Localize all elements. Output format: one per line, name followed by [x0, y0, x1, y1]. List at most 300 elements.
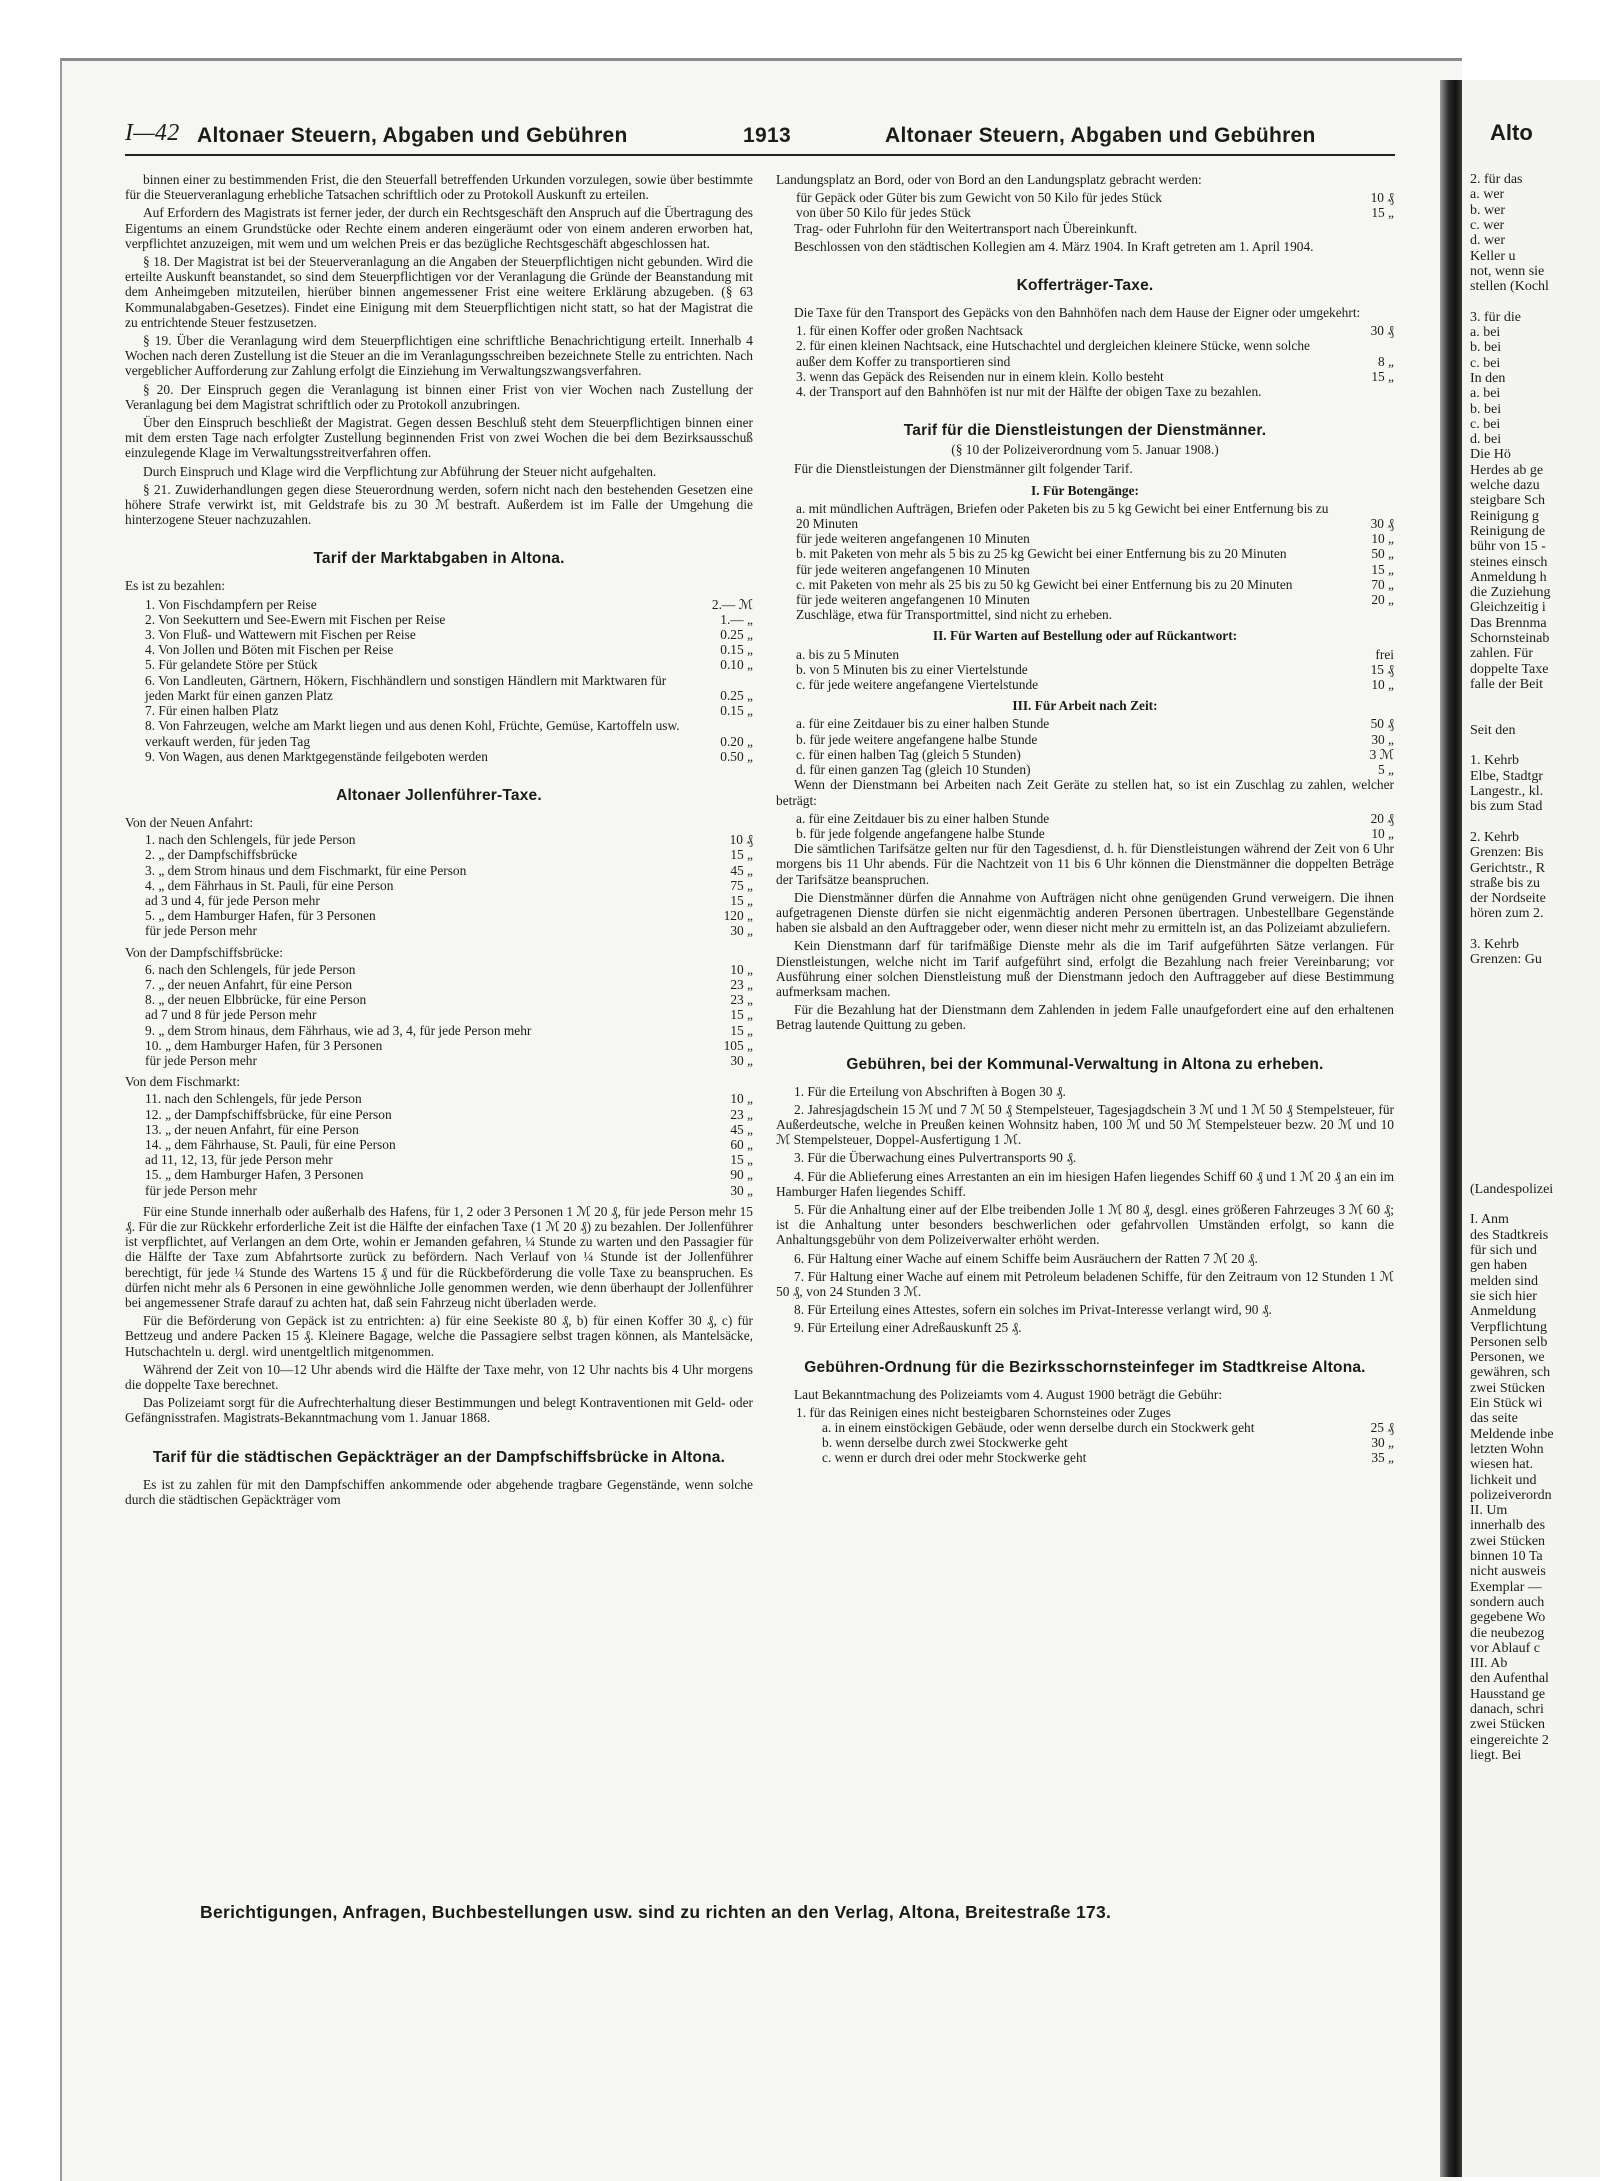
jollen-group-label: Von der Neuen Anfahrt: — [125, 814, 254, 830]
paragraph: § 20. Der Einspruch gegen die Veranlagung ist binnen einer Frist von vier Wochen nach Zustellung der Veranlagung bei dem Magistrat schriftlich oder zu Protokoll anzubringen. — [125, 381, 753, 412]
adjacent-page-line: Langestr., kl. — [1470, 784, 1544, 799]
adjacent-page-line: lichkeit und — [1470, 1472, 1537, 1488]
tariff-row — [145, 992, 753, 1007]
adjacent-page-line: Anmeldung h — [1470, 569, 1547, 585]
tariff-value: 45 „ — [730, 862, 753, 878]
tariff-row — [145, 1183, 753, 1198]
tariff-row — [145, 1107, 753, 1122]
tariff-value: 15 ₰ — [1370, 661, 1394, 677]
tariff-row — [145, 1053, 753, 1068]
adjacent-page-line: c. bei — [1470, 416, 1501, 432]
adjacent-page-line: d. wer — [1470, 233, 1505, 249]
adjacent-page-line: vor Ablauf c — [1470, 1640, 1540, 1656]
tariff-row — [822, 1435, 1394, 1450]
tariff-value: 0.25 „ — [720, 687, 753, 703]
tariff-text: 3. wenn das Gepäck des Reisenden nur in einem klein. Kollo besteht — [796, 368, 1164, 384]
jollen-title: Altonaer Jollenführer-Taxe. — [336, 786, 542, 804]
paragraph: Die Dienstmänner dürfen die Annahme von Aufträgen nicht ohne genügenden Grund verweigern. Die ihnen aufgetragenen Dienste dürfen sie nicht eigenmächtig anderen Personen übertragen. Unbestellbare Gegenstände haben sie alsbald an den Auftraggeber oder, wenn dieser nicht mehr zu ermitteln ist, an das Polizeiamt abzuliefern. — [776, 889, 1394, 936]
adjacent-page-line: Hausstand ge — [1470, 1686, 1546, 1702]
tariff-row — [776, 747, 1394, 762]
tariff-value: 35 „ — [1371, 1450, 1394, 1466]
adjacent-page-line: not, wenn sie — [1470, 263, 1545, 279]
tariff-value: 20 „ — [1371, 592, 1394, 608]
adjacent-page-line: a. bei — [1470, 325, 1501, 340]
kommunal-fee-item: 8. Für Erteilung eines Attestes, sofern ein solches im Privat-Interesse verlangt wird, 90 ₰. — [794, 1302, 1272, 1318]
adjacent-page-line: gegebene Wo — [1470, 1610, 1546, 1626]
tariff-row — [145, 977, 753, 992]
adjacent-page-line: danach, schri — [1470, 1702, 1544, 1717]
page-header — [125, 120, 1395, 154]
tariff-text: für jede weiteren angefangenen 10 Minuten — [796, 531, 1030, 547]
adjacent-page-line: 2. für das — [1470, 172, 1523, 187]
tariff-value: 70 „ — [1371, 576, 1394, 592]
paragraph: § 21. Zuwiderhandlungen gegen diese Steuerordnung werden, sofern nicht nach den bestehenden Gesetzen eine höhere Strafe verwirkt ist, mit Geldstrafe bis zu 30 ℳ bestraft. Außerdem ist im Falle der Umgehung die hinterzogene Steuer nachzuzahlen. — [125, 481, 753, 528]
tariff-value: 3 ℳ — [1369, 746, 1394, 762]
paragraph: Für die Beförderung von Gepäck ist zu entrichten: a) für eine Seekiste 80 ₰, b) für einen Koffer 30 ₰, c) für Bettzeug und andere Packen 15 ₰. Kleinere Bagage, welche die Passagiere selbst tragen können, als Mantelsäcke, Hutschachteln u. dergl. wird unentgeltlich mitgenommen. — [125, 1313, 753, 1359]
tariff-row — [776, 501, 1394, 531]
adjacent-page-line: Verpflichtung — [1470, 1319, 1547, 1335]
tariff-text: a. für eine Zeitdauer bis zu einer halben Stunde — [796, 716, 1050, 732]
dienst-paragraphs — [776, 841, 1394, 1032]
tariff-text: 3. „ dem Strom hinaus und dem Fischmarkt, für eine Person — [145, 862, 467, 878]
adjacent-page-line: welche dazu — [1470, 478, 1540, 493]
kommunal-fee-item: 9. Für Erteilung einer Adreßauskunft 25 ₰. — [794, 1320, 1022, 1336]
tariff-row — [796, 323, 1394, 338]
tariff-row — [776, 811, 1394, 826]
adjacent-page-line: der Nordseite — [1470, 891, 1546, 907]
tariff-row — [145, 923, 753, 938]
paragraph: Durch Einspruch und Klage wird die Verpflichtung zur Abführung der Steuer nicht aufgehalten. — [143, 463, 657, 479]
adjacent-page-line: steines einsch — [1470, 554, 1548, 570]
tariff-row — [145, 1007, 753, 1022]
tariff-text: 9. Von Wagen, aus denen Marktgegenstände feilgeboten werden — [145, 748, 488, 764]
tariff-text: b. für jede weitere angefangene halbe Stunde — [796, 731, 1038, 747]
tariff-row — [796, 384, 1394, 399]
paragraph: Die sämtlichen Tarifsätze gelten nur für den Tagesdienst, d. h. für Dienstleistungen während der Zeit von 6 Uhr morgens bis 11 Uhr abends. Für die Nachtzeit von 11 bis 6 Uhr können die Dienstmänner die doppelten Beträge der Tarifsätze beanspruchen. — [776, 841, 1394, 887]
tariff-text: 12. „ der Dampfschiffsbrücke, für eine Person — [145, 1106, 392, 1122]
adjacent-page-line: I. Anm — [1470, 1212, 1509, 1228]
tariff-text: 8. Von Fahrzeugen, welche am Markt liegen und aus denen Kohl, Früchte, Gemüse, Kartoffeln usw. verkauft werden, für jeden Tag — [145, 718, 680, 749]
dienst-subtitle: (§ 10 der Polizeiverordnung vom 5. Januar 1908.) — [951, 442, 1219, 458]
adjacent-page-line: 3. Kehrb — [1470, 937, 1519, 952]
adjacent-page-line: zahlen. Für — [1470, 646, 1533, 662]
adjacent-page-line: die neubezog — [1470, 1625, 1545, 1641]
tariff-value: 30 „ — [730, 923, 753, 939]
tariff-row — [125, 657, 753, 672]
tariff-text: ad 3 und 4, für jede Person mehr — [145, 892, 320, 908]
kommunal-fee-item: 1. Für die Erteilung von Abschriften à Bogen 30 ₰. — [794, 1083, 1066, 1099]
tariff-value: 10 „ — [1371, 677, 1394, 693]
adjacent-page-line: sie sich hier — [1470, 1288, 1537, 1304]
adjacent-page-header: Alto — [1490, 120, 1533, 145]
tariff-text: 8. „ der neuen Elbbrücke, für eine Person — [145, 992, 367, 1008]
dienst-title: Tarif für die Dienstleistungen der Dienstmänner. — [903, 422, 1267, 440]
adjacent-page-line: doppelte Taxe — [1470, 661, 1549, 677]
adjacent-page-line: letzten Wohn — [1470, 1441, 1544, 1457]
adjacent-page-line: das seite — [1470, 1411, 1518, 1427]
adjacent-page-line: zwei Stücken — [1470, 1533, 1546, 1549]
adjacent-page-line: Reinigung g — [1470, 508, 1539, 524]
jollen-tariff-list — [125, 815, 753, 1198]
tariff-text: c. wenn er durch drei oder mehr Stockwerke geht — [822, 1450, 1087, 1466]
tariff-row — [776, 716, 1394, 731]
tariff-value: 60 „ — [730, 1136, 753, 1152]
adjacent-page-line: innerhalb des — [1470, 1518, 1546, 1534]
adjacent-page-line: Gleichzeitig i — [1470, 600, 1546, 616]
adjacent-page-line: steigbare Sch — [1470, 493, 1546, 509]
adjacent-page-line: binnen 10 Ta — [1470, 1549, 1543, 1564]
tariff-text: 14. „ dem Fährhause, St. Pauli, für eine Person — [145, 1136, 396, 1152]
tariff-value: 50 ₰ — [1370, 716, 1394, 732]
dienst-zuschlag-list — [776, 811, 1394, 841]
tariff-text: 1. für einen Koffer oder großen Nachtsack — [796, 323, 1023, 339]
adjacent-page-line: c. wer — [1470, 217, 1505, 233]
adjacent-page-line: melden sind — [1470, 1273, 1539, 1289]
tariff-value: 50 „ — [1371, 546, 1394, 562]
tariff-value: 0.25 „ — [720, 627, 753, 643]
gepaeck-continuation: Landungsplatz an Bord, oder von Bord an den Landungsplatz gebracht werden: — [776, 172, 1202, 187]
tariff-value: 75 „ — [730, 877, 753, 893]
tariff-text: c. mit Paketen von mehr als 25 bis zu 50 kg Gewicht bei einer Entfernung bis zu 20 Minuten — [796, 576, 1293, 592]
tariff-row — [776, 647, 1394, 662]
tariff-text: 4. der Transport auf den Bahnhöfen ist nur mit der Hälfte der obigen Taxe zu bezahlen. — [796, 384, 1262, 400]
tariff-row — [776, 592, 1394, 607]
tariff-text: c. für einen halben Tag (gleich 5 Stunden) — [796, 746, 1021, 762]
tariff-text: a. in einem einstöckigen Gebäude, oder wenn derselbe durch ein Stockwerk geht — [822, 1420, 1255, 1435]
kommunal-fee-item: 4. Für die Ablieferung eines Arrestanten an ein im hiesigen Hafen liegendes Schiff 60 ₰ und 1 ℳ 20 ₰ an ein im Hamburger Hafen liegendes Schiff. — [776, 1168, 1394, 1199]
tariff-value: 1.— „ — [720, 611, 753, 627]
tariff-text: ad 11, 12, 13, für jede Person mehr — [145, 1152, 333, 1168]
adjacent-page-line: Herdes ab ge — [1470, 462, 1544, 478]
tariff-text: 1. nach den Schlengels, für jede Person — [145, 832, 356, 848]
tariff-row — [145, 1122, 753, 1137]
kommunal-fee-item: 3. Für die Überwachung eines Pulvertransports 90 ₰. — [794, 1150, 1077, 1166]
adjacent-page-line: III. Ab — [1470, 1656, 1508, 1672]
adjacent-page-line: nicht ausweis — [1470, 1564, 1546, 1580]
adjacent-page-line: b. bei — [1470, 340, 1502, 356]
gepaeck-note: Trag- oder Fuhrlohn für den Weitertransport nach Übereinkunft. — [794, 220, 1138, 236]
adjacent-page-fragment — [1462, 80, 1600, 2177]
adjacent-page-line: zwei Stücken — [1470, 1380, 1546, 1396]
tariff-value: 30 „ — [1371, 1435, 1394, 1451]
tariff-row — [145, 908, 753, 923]
tariff-text: 2. für einen kleinen Nachtsack, eine Hutschachtel und dergleichen kleinere Stücke, wenn solche außer dem Koffer zu transportieren sind — [796, 338, 1310, 369]
tariff-value: 15 „ — [730, 1022, 753, 1038]
tariff-value: 23 „ — [730, 976, 753, 992]
jollen-paragraphs — [125, 1204, 753, 1426]
dienst-section-head: I. Für Botengänge: — [1031, 482, 1139, 498]
gepaeck-text: Es ist zu zahlen für mit den Dampfschiffen ankommende oder abgehende tragbare Gegenstände, wenn solche durch die städtischen Gepäckträger vom — [125, 1476, 753, 1507]
adjacent-page-line: Elbe, Stadtgr — [1470, 768, 1544, 784]
tariff-row — [776, 826, 1394, 841]
tariff-row — [145, 893, 753, 908]
adjacent-page-line: hören zum 2. — [1470, 906, 1544, 922]
tariff-text: 1. Von Fischdampfern per Reise — [145, 596, 317, 612]
paragraph: § 19. Über die Veranlagung wird dem Steuerpflichtigen eine schriftliche Benachrichtigung erteilt. Innerhalb 4 Wochen nach deren Zustellung ist die Steuer an die im Veranlagungsschreiben bezeichnete Stelle zu entrichten. Nach vergeblicher Aufforderung zur Zahlung erfolgt die Einziehung im Verwaltungszwangsverfahren. — [125, 333, 753, 379]
tariff-value: 25 ₰ — [1370, 1420, 1394, 1435]
jollen-group-label: Von dem Fischmarkt: — [125, 1074, 241, 1090]
adjacent-page-line: Keller u — [1470, 248, 1516, 264]
tariff-text: b. wenn derselbe durch zwei Stockwerke geht — [822, 1435, 1068, 1451]
paragraph: Über den Einspruch beschließt der Magistrat. Gegen dessen Beschluß steht dem Steuerpflichtigen binnen einer mit dem ersten Tage nach erfolgter Zustellung beginnenden Frist von zwei Wochen die bei dem Bezirksausschuß einzulegende Klage im Verwaltungsstreitverfahren offen. — [125, 415, 753, 461]
tariff-row — [145, 1023, 753, 1038]
tariff-row — [796, 190, 1394, 205]
tariff-value: 20 ₰ — [1370, 810, 1394, 826]
tariff-text: für jede Person mehr — [145, 1182, 257, 1198]
adjacent-page-line: gen haben — [1470, 1258, 1528, 1274]
tariff-value: 30 „ — [730, 1052, 753, 1068]
tariff-text: 11. nach den Schlengels, für jede Person — [145, 1091, 362, 1107]
tariff-value: 15 „ — [730, 892, 753, 908]
tariff-row — [145, 1091, 753, 1106]
adjacent-page-line: (Landespolizei — [1470, 1181, 1554, 1197]
tariff-text: 5. „ dem Hamburger Hafen, für 3 Personen — [145, 908, 376, 924]
header-right-title: Altonaer Steuern, Abgaben und Gebühren — [885, 124, 1316, 147]
adjacent-page-line: Grenzen: Gu — [1470, 952, 1542, 968]
jollen-group-items — [125, 1091, 753, 1197]
tariff-value: 0.15 „ — [720, 703, 753, 719]
tariff-row — [125, 642, 753, 657]
kommunal-fee-item: 7. Für Haltung einer Wache auf einem mit Petroleum beladenen Schiffe, für den Zeitraum von 12 Stunden 1 ℳ 50 ₰, von 24 Stunden 3 ℳ. — [776, 1268, 1394, 1299]
tariff-text: a. bis zu 5 Minuten — [796, 646, 900, 662]
tariff-text: b. mit Paketen von mehr als 5 bis zu 25 kg Gewicht bei einer Entfernung bis zu 20 Minuten — [796, 546, 1287, 562]
adjacent-page-line: Reinigung de — [1470, 523, 1546, 539]
tariff-value: 30 „ — [730, 1182, 753, 1198]
tariff-row — [125, 718, 753, 748]
paragraph: Für die Bezahlung hat der Dienstmann dem Zahlenden in jedem Falle unaufgefordert eine auf den erhaltenen Betrag lautende Quittung zu geben. — [776, 1002, 1394, 1033]
dienst-section-head: II. Für Warten auf Bestellung oder auf Rückantwort: — [932, 628, 1238, 644]
tariff-row — [125, 627, 753, 642]
paragraph: Kein Dienstmann darf für tarifmäßige Dienste mehr als die im Tarif aufgeführten Sätze verlangen. Für Dienstleistungen, welche nicht im Tarif aufgeführt sind, erfolgt die Bezahlung nach freier Vereinbarung; vor Ausführung einer solchen Dienstleistung muß der Dienstmann jedoch den Auftraggeber auf diese Bestimmung aufmerksam machen. — [776, 938, 1394, 999]
adjacent-page-line: d. bei — [1470, 432, 1502, 448]
tariff-value: 90 „ — [730, 1167, 753, 1183]
tariff-value: 10 „ — [730, 961, 753, 977]
adjacent-page-line: bühr von 15 - — [1470, 539, 1546, 555]
adjacent-page-line: Anmeldung — [1470, 1304, 1537, 1320]
koffer-lead: Die Taxe für den Transport des Gepäcks von den Bahnhöfen nach dem Hause der Eigner oder umgekehrt: — [794, 305, 1361, 321]
kommunal-title: Gebühren, bei der Kommunal-Verwaltung in Altona zu erheben. — [846, 1055, 1324, 1073]
adjacent-page-line: Ein Stück wi — [1470, 1396, 1543, 1411]
tariff-text: d. für einen ganzen Tag (gleich 10 Stunden) — [796, 762, 1031, 778]
dienst-lead: Für die Dienstleistungen der Dienstmänner gilt folgender Tarif. — [794, 461, 1133, 477]
tariff-value: 8 „ — [1378, 353, 1394, 369]
tariff-text: für jede Person mehr — [145, 923, 257, 939]
tariff-text: für jede Person mehr — [145, 1052, 257, 1068]
adjacent-page-line: liegt. Bei — [1470, 1747, 1522, 1763]
adjacent-page-line: 3. für die — [1470, 309, 1521, 325]
kommunal-fee-item: 2. Jahresjagdschein 15 ℳ und 7 ℳ 50 ₰ Stempelsteuer, Tagesjagdschein 3 ℳ und 1 ℳ 50 ₰ Stempelsteuer, für Außerdeutsche, welche in Preußen keinen Wohnsitz haben, 100 ℳ und 50 ℳ Stempelsteuer bezw. 20 ℳ und 10 ℳ Stempelsteuer, Doppel-Ausfertigung 1 ℳ. — [776, 1101, 1394, 1148]
schornstein-item-1: 1. für das Reinigen eines nicht besteigbaren Schornsteines oder Zuges — [796, 1404, 1171, 1420]
tariff-row — [145, 1152, 753, 1167]
tariff-text: 6. nach den Schlengels, für jede Person — [145, 961, 356, 977]
tariff-row — [776, 562, 1394, 577]
adjacent-page-line: Personen selb — [1470, 1334, 1548, 1350]
tariff-text: 5. Für gelandete Störe per Stück — [145, 657, 318, 673]
adjacent-page-line: für sich und — [1470, 1243, 1537, 1258]
tariff-value: 10 „ — [730, 1091, 753, 1107]
tariff-value: 10 ₰ — [1370, 190, 1394, 206]
markt-title: Tarif der Marktabgaben in Altona. — [313, 550, 565, 568]
tariff-value: 45 „ — [730, 1121, 753, 1137]
tariff-text: b. von 5 Minuten bis zu einer Viertelstunde — [796, 661, 1028, 677]
header-left-title: Altonaer Steuern, Abgaben und Gebühren — [197, 124, 628, 147]
book-gutter — [1440, 80, 1462, 2177]
adjacent-page-line: falle der Beit — [1470, 676, 1544, 692]
gepaeck-title: Tarif für die städtischen Gepäckträger an der Dampfschiffsbrücke in Altona. — [152, 1448, 726, 1466]
adjacent-page-line: Schornsteinab — [1470, 631, 1550, 646]
markt-lead: Es ist zu bezahlen: — [125, 578, 226, 594]
schornstein-lead: Laut Bekanntmachung des Polizeiamts vom 4. August 1900 beträgt die Gebühr: — [794, 1386, 1223, 1402]
kommunal-fee-list — [776, 1084, 1394, 1336]
tariff-text: für jede weiteren angefangenen 10 Minuten — [796, 561, 1030, 577]
tariff-text: a. für eine Zeitdauer bis zu einer halben Stunde — [796, 810, 1050, 826]
tariff-value: 23 „ — [730, 1106, 753, 1122]
tariff-row — [125, 703, 753, 718]
tariff-value: 0.50 „ — [720, 748, 753, 764]
markt-tariff-list — [125, 597, 753, 764]
steuerordnung-paragraphs — [125, 172, 753, 527]
adjacent-page-line: Grenzen: Bis — [1470, 845, 1544, 861]
tariff-text: 13. „ der neuen Anfahrt, für eine Person — [145, 1121, 359, 1137]
tariff-row — [145, 847, 753, 862]
tariff-text: für Gepäck oder Güter bis zum Gewicht von 50 Kilo für jedes Stück — [796, 190, 1162, 206]
tariff-value: 15 „ — [730, 1152, 753, 1168]
tariff-text: für jede weiteren angefangenen 10 Minuten — [796, 592, 1030, 608]
jollen-group-items — [125, 962, 753, 1068]
tariff-text: 9. „ dem Strom hinaus, dem Fährhaus, wie ad 3, 4, für jede Person mehr — [145, 1022, 532, 1038]
tariff-value: 2.— ℳ — [711, 596, 753, 612]
schornstein-title: Gebühren-Ordnung für die Bezirksschornsteinfeger im Stadtkreise Altona. — [804, 1358, 1366, 1376]
adjacent-page-line: Gerichtstr., R — [1470, 860, 1546, 876]
left-column — [125, 172, 753, 1510]
tariff-text: 10. „ dem Hamburger Hafen, für 3 Personen — [145, 1037, 383, 1053]
tariff-value: 0.20 „ — [720, 733, 753, 749]
koffer-title: Kofferträger-Taxe. — [1016, 277, 1154, 295]
tariff-row — [796, 205, 1394, 220]
tariff-row — [776, 732, 1394, 747]
tariff-text: 7. „ der neuen Anfahrt, für eine Person — [145, 976, 353, 992]
tariff-value: 5 „ — [1378, 762, 1394, 778]
adjacent-page-line: 2. Kehrb — [1470, 829, 1519, 845]
adjacent-page-line: polizeiverordn — [1470, 1487, 1552, 1503]
tariff-value: 0.15 „ — [720, 642, 753, 658]
gepaeck-decision: Beschlossen von den städtischen Kollegien am 4. März 1904. In Kraft getreten am 1. April 1904. — [794, 238, 1314, 254]
tariff-row — [145, 962, 753, 977]
tariff-row — [776, 531, 1394, 546]
adjacent-page-line: II. Um — [1470, 1503, 1508, 1519]
tariff-text: 2. Von Seekuttern und See-Ewern mit Fischen per Reise — [145, 611, 446, 627]
tariff-text: Zuschläge, etwa für Transportmittel, sind nicht zu erheben. — [796, 607, 1113, 623]
jollen-group-items — [125, 832, 753, 938]
adjacent-page-line: b. wer — [1470, 202, 1505, 218]
kommunal-fee-item: 5. Für die Anhaltung einer auf der Elbe treibenden Jolle 1 ℳ 80 ₰, desgl. eines größeren Fahrzeuges 3 ℳ 60 ₰; ist die Anhaltung unter besonders beschwerlichen oder gefahrvollen Umständen erfolgt, so kann die Anhaltungsgebühr von dem Polizeiverwalter erhöht werden. — [776, 1201, 1394, 1248]
tariff-text: 2. „ der Dampfschiffsbrücke — [145, 847, 298, 863]
adjacent-page-line: a. bei — [1470, 386, 1501, 402]
tariff-row — [796, 369, 1394, 384]
adjacent-page-line: die Zuziehung — [1470, 585, 1551, 601]
tariff-row — [776, 677, 1394, 692]
paragraph: § 18. Der Magistrat ist bei der Steuerveranlagung an die Angaben der Steuerpflichtigen nicht gebunden. Wird die erteilte Auskunft beanstandet, so sind dem Steuerpflichtigen vor der Veranlagung die Gründe der Beanstandung mit dem Anheimgeben mitzuteilen, hierüber binnen angemessener Frist eine weitere Erklärung abzugeben. (§ 63 Kommunalabgaben-Gesetzes). Findet eine Einigung mit dem Steuerpflichtigen nicht statt, so hat der Magistrat die zu entrichtende Steuer festzusetzen. — [125, 254, 753, 330]
tariff-row — [145, 1137, 753, 1152]
adjacent-page-line: eingereichte 2 — [1470, 1732, 1549, 1748]
kommunal-fee-item: 6. Für Haltung einer Wache auf einem Schiffe beim Ausräuchern der Ratten 7 ℳ 20 ₰. — [794, 1250, 1258, 1266]
paragraph: Während der Zeit von 10—12 Uhr abends wird die Hälfte der Taxe mehr, von 12 Uhr nachts bis 4 Uhr morgens die doppelte Taxe berechnet. — [125, 1361, 753, 1393]
adjacent-page-line: stellen (Kochl — [1470, 279, 1549, 295]
adjacent-page-line: Personen, we — [1470, 1350, 1545, 1366]
paragraph: Für eine Stunde innerhalb oder außerhalb des Hafens, für 1, 2 oder 3 Personen 1 ℳ 20 ₰, für jede Person mehr 15 ₰. Für die zur Rückkehr erforderliche Zeit ist die Hälfte der einfachen Taxe (1 ℳ 20 ₰) zu bezahlen. Der Jollenführer ist verpflichtet, auf Verlangen an dem Orte, wohin er Jemanden gefahren, ¼ Stunde zu warten und den Passagier für die Hälfte der Taxe zum Abfahrtsorte zurück zu befördern. Nach Verlauf von ¼ Stunde ist der Jollenführer berechtigt, für jede ¼ Stunde des Wartens 15 ₰ und für die Rückbeförderung die volle Taxe zu beanspruchen. Es dürfen nicht mehr als 6 Personen in eine gewöhnliche Jolle genommen werden, wie denn überhaupt der Jollenführer bei angemessener Strafe darauf zu achten hat, daß sein Fahrzeug nicht überladen werde. — [125, 1203, 753, 1310]
adjacent-page-line: In den — [1470, 370, 1506, 386]
tariff-value: 15 „ — [730, 1007, 753, 1023]
tariff-value: 105 „ — [723, 1037, 753, 1053]
tariff-value: 30 „ — [1371, 731, 1394, 747]
adjacent-page-line: 1. Kehrb — [1470, 753, 1519, 769]
tariff-text: 6. Von Landleuten, Gärtnern, Hökern, Fischhändlern und sonstigen Händlern mit Marktwaren für jeden Markt für einen ganzen Platz — [145, 672, 667, 703]
paragraph: Das Polizeiamt sorgt für die Aufrechterhaltung dieser Bestimmungen und belegt Kontraventionen mit Geld- oder Gefängnisstrafen. Magistrats-Bekanntmachung vom 1. Januar 1868. — [125, 1395, 753, 1426]
schornstein-tariff-list — [776, 1420, 1394, 1466]
gepaeck-tariff-list — [776, 190, 1394, 220]
tariff-row — [145, 832, 753, 847]
tariff-row — [125, 673, 753, 703]
tariff-row — [796, 338, 1394, 368]
tariff-value: 30 ₰ — [1370, 516, 1394, 532]
tariff-row — [776, 662, 1394, 677]
tariff-text: c. für jede weitere angefangene Viertelstunde — [796, 677, 1039, 693]
tariff-value: 15 „ — [730, 847, 753, 863]
adjacent-page-line: sondern auch — [1470, 1594, 1545, 1610]
adjacent-page-line: Seit den — [1470, 722, 1516, 738]
page-number: I—42 — [125, 120, 180, 146]
tariff-value: 0.10 „ — [720, 657, 753, 673]
tariff-value: 30 ₰ — [1370, 323, 1394, 339]
adjacent-page-line: b. bei — [1470, 401, 1502, 417]
adjacent-page-line: den Aufenthal — [1470, 1671, 1549, 1687]
header-rule — [125, 154, 1395, 156]
tariff-text: 4. „ dem Fährhaus in St. Pauli, für eine Person — [145, 877, 394, 893]
adjacent-page-line: gewähren, sch — [1470, 1365, 1551, 1381]
adjacent-page-line: des Stadtkreis — [1470, 1227, 1549, 1243]
tariff-text: von über 50 Kilo für jedes Stück — [796, 205, 971, 221]
adjacent-page-line: c. bei — [1470, 355, 1501, 371]
tariff-value: 23 „ — [730, 992, 753, 1008]
tariff-row — [145, 878, 753, 893]
tariff-row — [125, 597, 753, 612]
tariff-row — [776, 607, 1394, 622]
tariff-text: 4. Von Jollen und Böten mit Fischen per Reise — [145, 642, 394, 658]
dienst-section-head: III. Für Arbeit nach Zeit: — [1012, 698, 1158, 714]
tariff-row — [822, 1420, 1394, 1435]
right-column — [776, 172, 1394, 1466]
tariff-value: 120 „ — [723, 908, 753, 924]
tariff-value: 10 „ — [1371, 825, 1394, 841]
tariff-text: 15. „ dem Hamburger Hafen, 3 Personen — [145, 1167, 364, 1183]
adjacent-page-line: a. wer — [1470, 187, 1505, 203]
tariff-text: b. für jede folgende angefangene halbe Stunde — [796, 825, 1045, 841]
adjacent-page-line: Das Brennma — [1470, 615, 1547, 631]
header-year: 1913 — [743, 124, 791, 147]
tariff-row — [145, 1038, 753, 1053]
tariff-text: 7. Für einen halben Platz — [145, 703, 279, 719]
jollen-group-label: Von der Dampfschiffsbrücke: — [125, 944, 283, 960]
tariff-row — [776, 577, 1394, 592]
adjacent-page-line: Die Hö — [1470, 447, 1511, 463]
tariff-value: 15 „ — [1371, 368, 1394, 384]
tariff-value: 15 „ — [1371, 561, 1394, 577]
tariff-row — [822, 1450, 1394, 1465]
tariff-value: 10 ₰ — [729, 832, 753, 848]
tariff-value: 15 „ — [1371, 205, 1394, 221]
tariff-row — [776, 762, 1394, 777]
paragraph: binnen einer zu bestimmenden Frist, die den Steuerfall betreffenden Urkunden vorzulegen, sowie über bestimmte für die Steuerveranlagung erhebliche Tatsachen schriftlich oder zu Protokoll Auskunft zu erteilen. — [125, 172, 753, 203]
